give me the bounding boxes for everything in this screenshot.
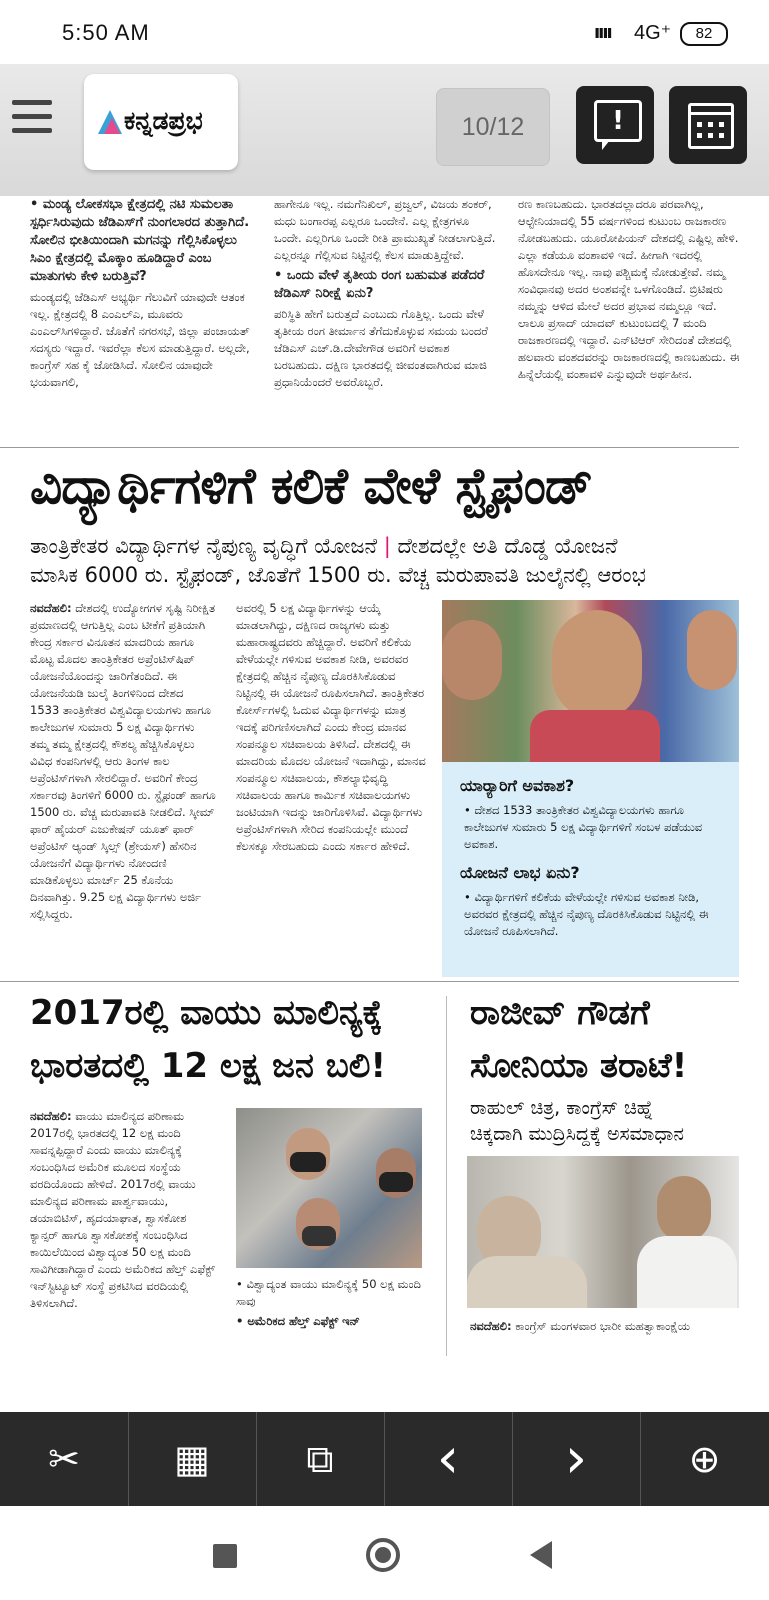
dateline: ನವದೆಹಲಿ:	[470, 1319, 512, 1333]
chevron-left-icon: ‹	[436, 1426, 460, 1491]
back-triangle-icon[interactable]	[530, 1541, 552, 1569]
sonia-headline-1[interactable]: ರಾಜೀವ್ ಗೌಡಗೆ	[470, 993, 650, 1033]
info-answer-1: • ದೇಶದ 1533 ತಾಂತ್ರಿಕೇತರ ವಿಶ್ವವಿದ್ಯಾಲಯಗಳು ಹಾಗೂ ಕಾಲೇಜುಗಳ ಸುಮಾರು 5 ಲಕ್ಷ ವಿದ್ಯಾರ್ಥಿಗಳಿಗೆ ಸಂಬಳ ಪಡೆಯುವ ಅವಕಾಶ.	[464, 803, 703, 851]
logo-text: ಕನ್ನಡಪ್ರಭ	[124, 106, 203, 135]
thumbnails-button[interactable]	[128, 1412, 257, 1506]
top-article-col1	[30, 196, 255, 394]
students-photo[interactable]	[442, 600, 739, 762]
feedback-button[interactable]	[576, 86, 654, 164]
pollution-captions	[236, 1276, 422, 1333]
page-indicator[interactable]: 10/12	[436, 88, 550, 166]
calendar-icon	[688, 103, 734, 149]
mask	[290, 1152, 326, 1172]
stipend-col1	[30, 600, 216, 926]
article-text: ಕಾಂಗ್ರೆಸ್ ಮಂಗಳವಾರ ಭಾರೀ ಮಹತ್ವಾಕಾಂಕ್ಷೆಯ	[515, 1319, 691, 1333]
stipend-col2	[236, 600, 426, 858]
info-question-1: ಯಾರ್‍ಯಾರಿಗೆ ಅವಕಾಶ?	[460, 776, 575, 795]
question-bullet: • ಒಂದು ವೇಳೆ ತೃತೀಯ ರಂಗ ಬಹುಮತ ಪಡೆದರೆ ಜೆಡಿಎಸ್ ನಿರೀಕ್ಷೆ ಏನು?	[274, 268, 485, 301]
pollution-headline-2[interactable]: ಭಾರತದಲ್ಲಿ 12 ಲಕ್ಷ ಜನ ಬಲಿ!	[30, 1046, 386, 1086]
answer-text: ಮಂಡ್ಯದಲ್ಲಿ ಜೆಡಿಎಸ್ ಅಭ್ಯರ್ಥಿ ಗೆಲುವಿಗೆ ಯಾವುದೇ ಆತಂಕ ಇಲ್ಲ. ಕ್ಷೇತ್ರದಲ್ಲಿ 8 ಎಂಎಲ್‌ಎ, ಮೂವರು ಎಂಎಲ್‌ಸಿಗಳಿದ್ದಾರೆ. ಜೊತೆಗೆ ನಗರಸಭೆ, ಜಿಲ್ಲಾ ಪಂಚಾಯತ್ ಸದಸ್ಯರು ಇದ್ದಾರೆ. ಇವರೆಲ್ಲಾ ಕೆಲಸ ಮಾಡುತ್ತಿದ್ದಾರೆ. ಅಲ್ಲದೇ, ಕಾಂಗ್ರೆಸ್ ಸಹ ಕೈ ಜೋಡಿಸಿದೆ. ಸೋಲಿನ ಯಾವುದೇ ಭಯವಾಗಲಿ,	[30, 290, 250, 389]
reader-toolbar	[0, 1412, 769, 1506]
recents-square-icon[interactable]	[213, 1544, 237, 1568]
stipend-subheadline-2: ಮಾಸಿಕ 6000 ರು. ಸ್ಟೈಫಂಡ್, ಜೊತೆಗೆ 1500 ರು. ವೆಚ್ಚ ಮರುಪಾವತಿ ಜುಲೈನಲ್ಲಿ ಆರಂಭ	[30, 563, 646, 587]
sonia-subheadline-1: ರಾಹುಲ್ ಚಿತ್ರ, ಕಾಂಗ್ರೆಸ್ ಚಿಹ್ನೆ	[470, 1097, 654, 1119]
info-answer-2: • ವಿದ್ಯಾರ್ಥಿಗಳಿಗೆ ಕಲಿಕೆಯ ವೇಳೆಯಲ್ಲೇ ಗಳಿಸುವ ಅವಕಾಶ ನೀಡಿ, ಅವರವರ ಕ್ಷೇತ್ರದಲ್ಲಿ ಹೆಚ್ಚಿನ ನೈಪುಣ್ಯ ದೊರಕಿಸಿಕೊಡುವ ನಿಟ್ಟಿನಲ್ಲಿ ಈ ಯೋಜನೆ ರೂಪಿಸಲಾಗಿದೆ.	[464, 890, 709, 938]
scissors-icon: ✂	[48, 1437, 80, 1481]
sonia-headline-2[interactable]: ಸೋನಿಯಾ ತರಾಟೆ!	[470, 1046, 688, 1086]
status-time: 5:50 AM	[62, 20, 150, 45]
article-text: ಅವರಲ್ಲಿ 5 ಲಕ್ಷ ವಿದ್ಯಾರ್ಥಿಗಳನ್ನು ಆಯ್ಕೆ ಮಾಡಲಾಗಿದ್ದು, ದಕ್ಷಿಣದ ರಾಜ್ಯಗಳು ಮತ್ತು ಮಹಾರಾಷ್ಟ್ರದವರು ಹೆಚ್ಚಿದ್ದಾರೆ. ಅವರಿಗೆ ಕಲಿಕೆಯ ವೇಳೆಯಲ್ಲೇ ಗಳಿಸುವ ಅವಕಾಶ ನೀಡಿ, ಅವರವರ ಕ್ಷೇತ್ರದಲ್ಲಿ ಹೆಚ್ಚಿನ ನೈಪುಣ್ಯ ದೊರಕಿಸಿಕೊಡುವ ನಿಟ್ಟಿನಲ್ಲಿ ಈ ಯೋಜನೆ ರೂಪಿಸಲಾಗಿದೆ. ತಾಂತ್ರಿಕೇತರ ಕೋರ್ಸ್‌ಗಳಲ್ಲಿ ಓದುವ ವಿದ್ಯಾರ್ಥಿಗಳನ್ನು ಮಾತ್ರ ಇದಕ್ಕೆ ಪರಿಗಣಿಸಲಾಗಿದೆ ಎಂದು ಕೇಂದ್ರ ಮಾನವ ಸಂಪನ್ಮೂಲ ಸಚಿವಾಲಯ ತಿಳಿಸಿದೆ. ದೇಶದಲ್ಲಿ ಈ ಮಾದರಿಯ ಮೊದಲ ಯೋಜನೆ ಇದಾಗಿದ್ದು, ಮಾನವ ಸಂಪನ್ಮೂಲ ಸಚಿವಾಲಯ, ಕೌಶಲ್ಯಾಭಿವೃದ್ಧಿ ಸಚಿವಾಲಯ ಹಾಗೂ ಕಾರ್ಮಿಕ ಸಚಿವಾಲಯಗಳು ಜಂಟಿಯಾಗಿ ಇದನ್ನು ಜಾರಿಗೊಳಿಸಿವೆ. ವಿದ್ಯಾರ್ಥಿಗಳು ಅಪ್ರೆಂಟಿಸ್‌ಗಳಾಗಿ ಸೇರಿದ ಕಂಪನಿಯಲ್ಲೇ ಮುಂದೆ ಕೆಲಸಕ್ಕೂ ಸೇರಬಹುದು ಎಂದು ಸರ್ಕಾರ ಹೇಳಿದೆ.	[236, 601, 426, 853]
article-text: ವಾಯು ಮಾಲಿನ್ಯದ ಪರಿಣಾಮ 2017ರಲ್ಲಿ ಭಾರತದಲ್ಲಿ 12 ಲಕ್ಷ ಮಂದಿ ಸಾವನ್ನಪ್ಪಿದ್ದಾರೆ ಎಂದು ವಾಯು ಮಾಲಿನ್ಯಕ್ಕೆ ಸಂಬಂಧಿಸಿದ ಅಮೆರಿಕ ಮೂಲದ ಸಂಸ್ಥೆಯ ವರದಿಯೊಂದು ಹೇಳಿದೆ. 2017ರಲ್ಲಿ ವಾಯು ಮಾಲಿನ್ಯದ ಪರಿಣಾಮ ಪಾರ್ಶ್ವವಾಯು, ಡಯಾಬಿಟಿಸ್, ಹೃದಯಾಘಾತ, ಶ್ವಾಸಕೋಶ ಕ್ಯಾನ್ಸರ್ ಹಾಗೂ ಶ್ವಾಸಕೋಶಕ್ಕೆ ಸಂಬಂಧಿಸಿದ ಕಾಯಿಲೆಯಿಂದ ವಿಶ್ವಾದ್ಯಂತ 50 ಲಕ್ಷ ಮಂದಿ ಸಾವಿಗೀಡಾಗಿದ್ದಾರೆ ಎಂದು ಅಮೆರಿಕದ ಹೆಲ್ತ್ ಎಫೆಕ್ಟ್ ಇನ್‌ಸ್ಟಿಟ್ಯೂಟ್ ಸಂಸ್ಥೆ ಪ್ರಕಟಿಸಿದ ವರದಿಯಲ್ಲಿ ತಿಳಿಸಲಾಗಿದೆ.	[30, 1109, 215, 1310]
feedback-icon: !	[594, 100, 642, 142]
student-face	[552, 610, 642, 720]
next-page-button[interactable]	[512, 1412, 641, 1506]
page-select-button[interactable]	[256, 1412, 385, 1506]
answer-text: ಹಾಗೇನೂ ಇಲ್ಲ. ನಮಗೆನಿಖಿಲ್, ಪ್ರಜ್ವಲ್, ವಿಜಯ ಶಂಕರ್, ಮಧು ಬಂಗಾರಪ್ಪ ಎಲ್ಲರೂ ಒಂದೇನೆ. ಎಲ್ಲ ಕ್ಷೇತ್ರಗಳೂ ಒಂದೇ. ಎಲ್ಲರಿಗೂ ಒಂದೇ ರೀತಿ ಪ್ರಾಮುಖ್ಯತೆ ನೀಡಲಾಗುತ್ತಿದೆ. ಎಲ್ಲರನ್ನೂ ಗೆಲ್ಲಿಸುವ ನಿಟ್ಟಿನಲ್ಲಿ ಕೆಲಸ ಮಾಡುತ್ತಿದ್ದೇವೆ.	[274, 197, 496, 262]
caption: • ವಿಶ್ವಾದ್ಯಂತ ವಾಯು ಮಾಲಿನ್ಯಕ್ಕೆ 50 ಲಕ್ಷ ಮಂದಿ ಸಾವು	[236, 1277, 421, 1308]
top-article-col3	[518, 196, 740, 386]
zoom-button[interactable]	[640, 1412, 769, 1506]
info-box	[442, 762, 739, 977]
previous-page-button[interactable]	[384, 1412, 513, 1506]
home-circle-icon[interactable]	[366, 1538, 400, 1572]
pollution-photo[interactable]	[236, 1108, 422, 1268]
sonia-subheadline-2: ಚಿಕ್ಕದಾಗಿ ಮುದ್ರಿಸಿದ್ದಕ್ಕೆ ಅಸಮಾಧಾನ	[470, 1123, 684, 1145]
dateline: ನವದೆಹಲಿ:	[30, 1109, 72, 1123]
clip-button[interactable]	[0, 1412, 129, 1506]
battery-icon: 82	[680, 22, 728, 46]
status-bar	[0, 0, 769, 64]
calendar-button[interactable]	[669, 86, 747, 164]
zoom-in-icon: ⊕	[688, 1437, 721, 1481]
info-question-2: ಯೋಜನೆ ಲಾಭ ಏನು?	[460, 863, 580, 882]
chevron-right-icon: ›	[564, 1426, 588, 1491]
page-select-icon: ⧉	[306, 1437, 334, 1481]
column-divider	[446, 996, 447, 1356]
dateline: ನವದೆಹಲಿ:	[30, 601, 72, 615]
network-label: 4G⁺	[634, 22, 672, 44]
publication-logo[interactable]	[84, 74, 238, 170]
grid-icon: ▦	[174, 1437, 210, 1481]
answer-text: ಪರಿಸ್ಥಿತಿ ಹೇಗೆ ಬರುತ್ತದೆ ಎಂಬುದು ಗೊತ್ತಿಲ್ಲ. ಒಂದು ವೇಳೆ ತೃತೀಯ ರಂಗ ತೀರ್ಮಾನ ತೆಗೆದುಕೊಳ್ಳುವ ಸಮಯ ಬಂದರೆ ಜೆಡಿಎಸ್ ಎಚ್.ಡಿ.ದೇವೇಗೌಡ ಅವರಿಗೆ ಅವಕಾಶ ಬರಬಹುದು. ದಕ್ಷಿಣ ಭಾರತದಲ್ಲಿ ಜೀವಂತವಾಗಿರುವ ಮಾಜಿ ಪ್ರಧಾನಿಯೆಂದರೆ ಅವರೊಬ್ಬರೆ.	[274, 307, 488, 389]
answer-text: ರಣ ಕಾಣಬಹುದು. ಭಾರತದಲ್ಲಾದರೂ ಪರವಾಗಿಲ್ಲ, ಆಲ್ಟೇನಿಯಾದಲ್ಲಿ 55 ವರ್ಷಗಳಿಂದ ಕುಟುಂಬ ರಾಜಕಾರಣ ನೋಡಬಹುದು. ಯೂರೋಪಿಯನ್ ದೇಶದಲ್ಲಿ ಎಷ್ಟಿಲ್ಲ ಹೇಳಿ. ಎಲ್ಲಾ ಕಡೆಯೂ ವಂಶಾವಳಿ ಇದೆ. ಹೀಗಾಗಿ ಇದರಲ್ಲಿ ಹೊಸದೇನೂ ಇಲ್ಲ. ನಾವು ಪಶ್ಚಿಮಕ್ಕೆ ನೋಡುತ್ತೇವೆ. ನಮ್ಮ ಸಂವಿಧಾನವು ಅದರ ಅಂಶವನ್ನೇ ಒಳಗೊಂಡಿದೆ. ಬ್ರಿಟಿಷರು ನಮ್ಮನ್ನು ಆಳಿದ ಮೇಲೆ ಅದರ ಪ್ರಭಾವ ನಮ್ಮಲ್ಲೂ ಇದೆ. ಲಾಲೂ ಪ್ರಸಾದ್ ಯಾದವ್ ಕುಟುಂಬದಲ್ಲಿ 7 ಮಂದಿ ರಾಜಕಾರಣದಲ್ಲಿ ಇದ್ದಾರೆ. ಎನ್‌ಟಿಆರ್ ಸೇರಿದಂತೆ ದೇಶದಲ್ಲಿ ಹಲವಾರು ವಂಶದವರನ್ನು ರಾಜಕಾರಣದಲ್ಲಿ ಕಾಣಬಹುದು. ಈ ಹಿನ್ನೆಲೆಯಲ್ಲಿ ವಂಶಾವಳಿ ಎನ್ನುವುದೇ ಅರ್ಥಹೀನ.	[518, 197, 740, 381]
stipend-headline[interactable]: ವಿದ್ಯಾರ್ಥಿಗಳಿಗೆ ಕಲಿಕೆ ವೇಳೆ ಸ್ಟೈಫಂಡ್	[30, 457, 592, 515]
caption: • ಅಮೆರಿಕದ ಹೆಲ್ತ್ ಎಫೆಕ್ಟ್ ಇನ್	[236, 1314, 360, 1328]
signal-icon: ıııı	[594, 22, 611, 43]
app-top-bar	[0, 64, 769, 196]
stipend-subheadline-1: ತಾಂತ್ರಿಕೇತರ ವಿದ್ಯಾರ್ಥಿಗಳ ನೈಪುಣ್ಯ ವೃದ್ಧಿಗೆ ಯೋಜನೆ | ದೇಶದಲ್ಲೇ ಅತಿ ದೊಡ್ಡ ಯೋಜನೆ	[30, 534, 618, 558]
article-text: ದೇಶದಲ್ಲಿ ಉದ್ಯೋಗಗಳ ಸೃಷ್ಟಿ ನಿರೀಕ್ಷಿತ ಪ್ರಮಾಣದಲ್ಲಿ ಆಗುತ್ತಿಲ್ಲ ಎಂಬ ಟೀಕೆಗೆ ಪ್ರತಿಯಾಗಿ ಕೇಂದ್ರ ಸರ್ಕಾರ ವಿನೂತನ ಮಾದರಿಯ ಹಾಗೂ ಮೊಟ್ಟ ಮೊದಲ ತಾಂತ್ರಿಕೇತರ ಅಪ್ರೆಂಟಿಸ್‌ಷಿಪ್ ಯೋಜನೆಯೊಂದನ್ನು ಜಾರಿಗೆತಂದಿದೆ. ಈ ಯೋಜನೆಯಡಿ ಜುಲೈ ತಿಂಗಳಿನಿಂದ ದೇಶದ 1533 ತಾಂತ್ರಿಕೇತರ ವಿಶ್ವವಿದ್ಯಾಲಯಗಳು ಹಾಗೂ ಕಾಲೇಜುಗಳ ಸುಮಾರು 5 ಲಕ್ಷ ವಿದ್ಯಾರ್ಥಿಗಳು ತಮ್ಮ ತಮ್ಮ ಕ್ಷೇತ್ರದಲ್ಲಿ ಕೌಶಲ್ಯ ಹೆಚ್ಚಿಸಿಕೊಳ್ಳಲು ವಿವಿಧ ಕಂಪನಿಗಳಲ್ಲಿ ಆರು ತಿಂಗಳ ಕಾಲ ಅಪ್ರೆಂಟಿಸ್‌ಗಳಾಗಿ ಸೇರಲಿದ್ದಾರೆ. ಅವರಿಗೆ ಕೇಂದ್ರ ಸರ್ಕಾರವು ತಿಂಗಳಿಗೆ 6000 ರು. ಸ್ಟೈಫಂಡ್ ಹಾಗೂ 1500 ರು. ವೆಚ್ಚ ಮರುಪಾವತಿ ನೀಡಲಿದೆ. ಸ್ಕೀಮ್ ಫಾರ್ ಹೈಯರ್ ಎಜುಕೇಷನ್ ಯೂತ್ ಫಾರ್ ಅಪ್ರೆಂಟಿಸ್ ಆ್ಯಂಡ್ ಸ್ಕಿಲ್ಸ್ (ಶ್ರೇಯಸ್) ಹೆಸರಿನ ಯೋಜನೆಗೆ ವಿದ್ಯಾರ್ಥಿಗಳು ನೋಂದಣಿ ಮಾಡಿಕೊಳ್ಳಲು ಮಾರ್ಚ್ 25 ಕೊನೆಯ ದಿನವಾಗಿತ್ತು. 9.25 ಲಕ್ಷ ವಿದ್ಯಾರ್ಥಿಗಳು ಅರ್ಜಿ ಸಲ್ಲಿಸಿದ್ದರು.	[30, 601, 216, 921]
logo-accent-icon	[104, 118, 120, 134]
menu-icon[interactable]	[12, 100, 52, 136]
top-article-col2	[274, 196, 498, 394]
pollution-col1	[30, 1108, 216, 1315]
section-divider	[0, 447, 739, 448]
sonia-text	[470, 1318, 740, 1338]
question-bullet: • ಮಂಡ್ಯ ಲೋಕಸಭಾ ಕ್ಷೇತ್ರದಲ್ಲಿ ನಟಿ ಸುಮಲತಾ ಸ್ಪರ್ಧಿಸಿರುವುದು ಜೆಡಿಎಸ್‌ಗೆ ನುಂಗಲಾರದ ತುತ್ತಾಗಿದೆ. ಸೋಲಿನ ಭೀತಿಯಿಂದಾಗಿ ಮಗನನ್ನು ಗೆಲ್ಲಿಸಿಕೊಳ್ಳಲು ಸಿಎಂ ಕ್ಷೇತ್ರದಲ್ಲಿ ಮೊಕ್ಕಾಂ ಹೂಡಿದ್ದಾರೆ ಎಂಬ ಮಾತುಗಳು ಕೇಳಿ ಬರುತ್ತಿವೆ?	[30, 197, 250, 284]
section-divider	[0, 981, 739, 982]
pollution-headline-1[interactable]: 2017ರಲ್ಲಿ ವಾಯು ಮಾಲಿನ್ಯಕ್ಕೆ	[30, 993, 383, 1033]
epaper-page[interactable]	[0, 196, 769, 1356]
sonia-photo[interactable]	[467, 1156, 739, 1308]
